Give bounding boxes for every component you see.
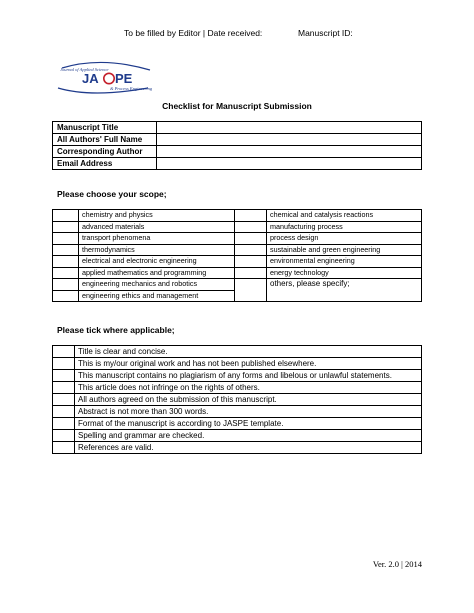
info-row-email	[53, 158, 422, 170]
info-row-corresponding	[53, 146, 422, 158]
info-label: All Authors' Full Name	[53, 134, 157, 146]
scope-option: engineering ethics and management	[79, 290, 235, 302]
tick-item: References are valid.	[75, 442, 422, 454]
scope-checkbox[interactable]	[235, 233, 267, 245]
logo-subtitle-text: & Process Engineering	[110, 86, 153, 91]
table-row	[53, 358, 422, 370]
table-row	[53, 256, 422, 268]
authors-name-field[interactable]	[157, 134, 422, 146]
tick-checkbox[interactable]	[53, 430, 75, 442]
scope-checkbox[interactable]	[235, 244, 267, 256]
scope-checkbox[interactable]	[53, 267, 79, 279]
table-row	[53, 221, 422, 233]
scope-checkbox[interactable]	[235, 267, 267, 279]
info-label: Email Address	[53, 158, 157, 170]
tick-checkbox[interactable]	[53, 406, 75, 418]
info-label: Manuscript Title	[53, 122, 157, 134]
scope-option: transport phenomena	[79, 233, 235, 245]
corresponding-author-field[interactable]	[157, 146, 422, 158]
table-row	[53, 210, 422, 222]
scope-option-others[interactable]: others, please specify;	[267, 279, 422, 302]
scope-checkbox[interactable]	[53, 279, 79, 291]
version-footer: Ver. 2.0 | 2014	[372, 559, 422, 569]
jaspe-logo	[52, 58, 157, 98]
scope-checkbox[interactable]	[53, 244, 79, 256]
table-row	[53, 382, 422, 394]
table-row	[53, 233, 422, 245]
logo-wordmark-right: PE	[115, 71, 133, 86]
tick-checkbox[interactable]	[53, 382, 75, 394]
scope-option: thermodynamics	[79, 244, 235, 256]
scope-option: electrical and electronic engineering	[79, 256, 235, 268]
scope-option: environmental engineering	[267, 256, 422, 268]
logo-graphic	[52, 58, 157, 98]
tick-item: Format of the manuscript is according to JASPE template.	[75, 418, 422, 430]
tick-checkbox[interactable]	[53, 346, 75, 358]
scope-option: energy technology	[267, 267, 422, 279]
scope-option: chemical and catalysis reactions	[267, 210, 422, 222]
scope-checkbox[interactable]	[235, 210, 267, 222]
info-row-title	[53, 122, 422, 134]
scope-option: chemistry and physics	[79, 210, 235, 222]
scope-option: engineering mechanics and robotics	[79, 279, 235, 291]
scope-checkbox[interactable]	[53, 210, 79, 222]
tick-item: Abstract is not more than 300 words.	[75, 406, 422, 418]
manuscript-id-label: Manuscript ID:	[298, 28, 353, 38]
logo-s-ring	[104, 73, 114, 83]
table-row	[53, 370, 422, 382]
scope-option: process design	[267, 233, 422, 245]
tick-item: All authors agreed on the submission of this manuscript.	[75, 394, 422, 406]
scope-checkbox[interactable]	[235, 221, 267, 233]
scope-checkbox[interactable]	[235, 256, 267, 268]
tick-checkbox[interactable]	[53, 394, 75, 406]
tick-item: Spelling and grammar are checked.	[75, 430, 422, 442]
scope-heading: Please choose your scope;	[57, 189, 167, 199]
tick-checkbox[interactable]	[53, 418, 75, 430]
info-label: Corresponding Author	[53, 146, 157, 158]
tick-item: Title is clear and concise.	[75, 346, 422, 358]
tick-item: This article does not infringe on the rights of others.	[75, 382, 422, 394]
scope-option: advanced materials	[79, 221, 235, 233]
tick-heading: Please tick where applicable;	[57, 325, 175, 335]
manuscript-title-field[interactable]	[157, 122, 422, 134]
scope-option: manufacturing process	[267, 221, 422, 233]
table-row	[53, 279, 422, 291]
scope-checkbox[interactable]	[53, 290, 79, 302]
table-row	[53, 442, 422, 454]
manuscript-info-table	[52, 121, 422, 170]
email-field[interactable]	[157, 158, 422, 170]
tick-item: This manuscript contains no plagiarism of any forms and libelous or unlawful statements.	[75, 370, 422, 382]
editor-date-label: To be filled by Editor | Date received:	[124, 28, 263, 38]
logo-journal-text: Journal of Applied Science	[60, 67, 109, 72]
table-row	[53, 267, 422, 279]
scope-option: sustainable and green engineering	[267, 244, 422, 256]
page-title: Checklist for Manuscript Submission	[162, 101, 312, 111]
tick-table	[52, 345, 422, 454]
tick-item: This is my/our original work and has not been published elsewhere.	[75, 358, 422, 370]
scope-checkbox[interactable]	[53, 221, 79, 233]
tick-checkbox[interactable]	[53, 358, 75, 370]
table-row	[53, 346, 422, 358]
table-row	[53, 418, 422, 430]
table-row	[53, 394, 422, 406]
scope-checkbox[interactable]	[53, 233, 79, 245]
table-row	[53, 244, 422, 256]
logo-wordmark-left: JA	[82, 71, 99, 86]
table-row	[53, 406, 422, 418]
scope-option: applied mathematics and programming	[79, 267, 235, 279]
tick-checkbox[interactable]	[53, 370, 75, 382]
info-row-authors	[53, 134, 422, 146]
scope-checkbox[interactable]	[53, 256, 79, 268]
scope-checkbox[interactable]	[235, 279, 267, 302]
scope-table	[52, 209, 422, 302]
table-row	[53, 430, 422, 442]
tick-checkbox[interactable]	[53, 442, 75, 454]
